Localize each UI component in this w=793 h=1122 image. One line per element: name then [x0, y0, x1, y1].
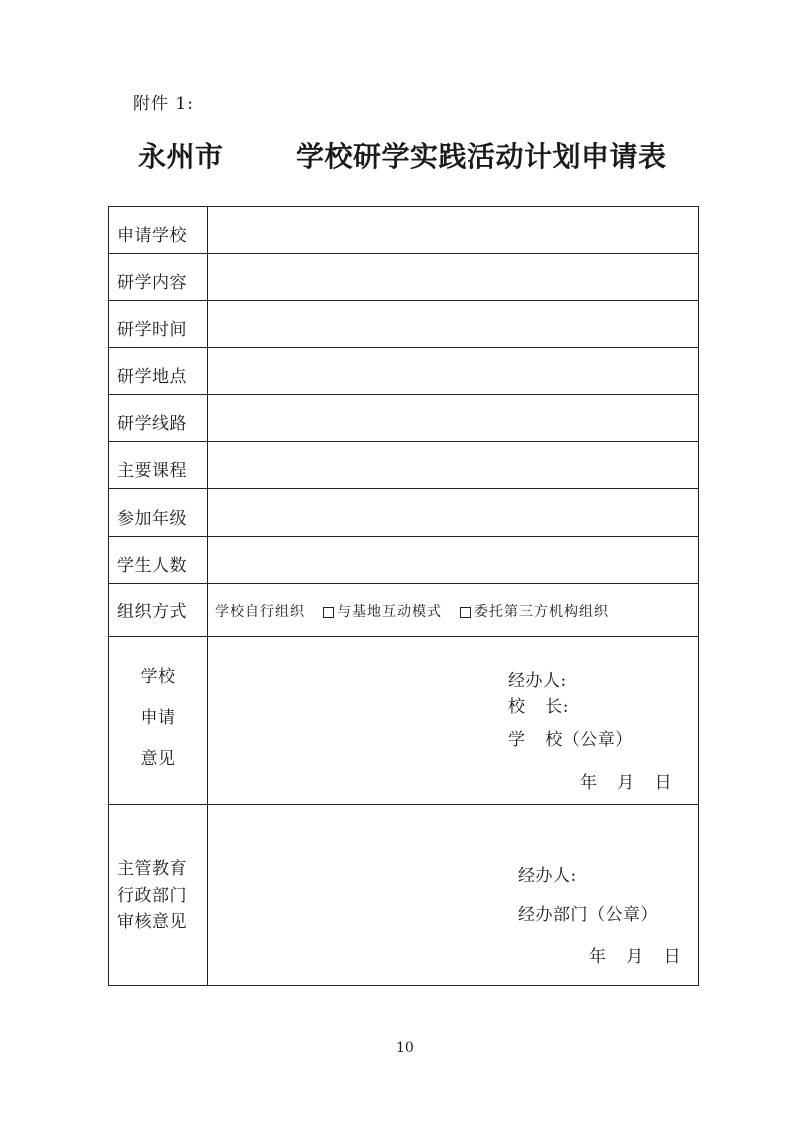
date-label: 年 月 日: [589, 947, 682, 967]
title-city: 永州市: [138, 140, 224, 173]
form-row-study-route: [109, 395, 698, 442]
form-row-authority-opinion: [109, 805, 698, 985]
organization-option-base: [323, 603, 442, 621]
form-value-cell: [208, 207, 698, 253]
label-line: 意见: [140, 749, 176, 769]
form-label: 主要课程: [109, 442, 208, 488]
option-label: 委托第三方机构组织: [474, 604, 609, 620]
checkbox-icon: [460, 607, 471, 618]
form-value-cell: [208, 254, 698, 300]
form-row-student-count: [109, 537, 698, 584]
form-label: 研学地点: [109, 348, 208, 394]
option-label: 学校自行组织: [215, 604, 305, 620]
date-label: 年 月 日: [580, 773, 673, 793]
option-label: 与基地互动模式: [337, 604, 442, 620]
application-form-table: [108, 206, 699, 986]
form-value-cell: [208, 301, 698, 347]
handler-label: 经办人:: [518, 866, 577, 886]
label-line: 行政部门: [117, 885, 187, 906]
form-value-cell: [208, 537, 698, 583]
form-value-cell: [208, 395, 698, 441]
label-line: 主管教育: [117, 859, 187, 879]
form-row-main-courses: [109, 442, 698, 489]
form-value-cell: [208, 489, 698, 536]
form-row-study-location: [109, 348, 698, 395]
checkbox-icon: [323, 607, 334, 618]
form-label: 研学时间: [109, 301, 208, 347]
authority-opinion-cell: [208, 805, 698, 985]
organization-options: [208, 584, 698, 636]
school-seal-label: 学 校（公章）: [508, 730, 633, 750]
form-row-study-content: [109, 254, 698, 301]
form-label: 组织方式: [109, 584, 208, 636]
organization-option-third-party: [460, 603, 609, 621]
form-label: 参加年级: [109, 489, 208, 536]
page-number: 10: [396, 1040, 414, 1056]
principal-label: 校 长:: [508, 697, 570, 717]
form-row-grade: [109, 489, 698, 537]
form-label: 研学内容: [109, 254, 208, 300]
authority-opinion-label: [109, 805, 208, 985]
form-label: 学生人数: [109, 537, 208, 583]
document-title: 学校研学实践活动计划申请表: [296, 140, 667, 173]
form-value-cell: [208, 348, 698, 394]
label-line: 学校: [140, 667, 176, 687]
department-seal-label: 经办部门（公章）: [518, 905, 658, 925]
form-row-study-time: [109, 301, 698, 348]
form-row-school-opinion: [109, 637, 698, 805]
school-opinion-cell: [208, 637, 698, 804]
form-row-organization: [109, 584, 698, 637]
form-row-applicant-school: [109, 207, 698, 254]
school-opinion-label: [109, 637, 208, 804]
form-label: 研学线路: [109, 395, 208, 441]
form-label: 申请学校: [109, 207, 208, 253]
attachment-label: 附件 1:: [133, 94, 194, 114]
form-value-cell: [208, 442, 698, 488]
organization-option-self: [215, 603, 305, 621]
label-line: 审核意见: [117, 912, 187, 932]
label-line: 申请: [140, 708, 176, 728]
handler-label: 经办人:: [508, 671, 567, 691]
